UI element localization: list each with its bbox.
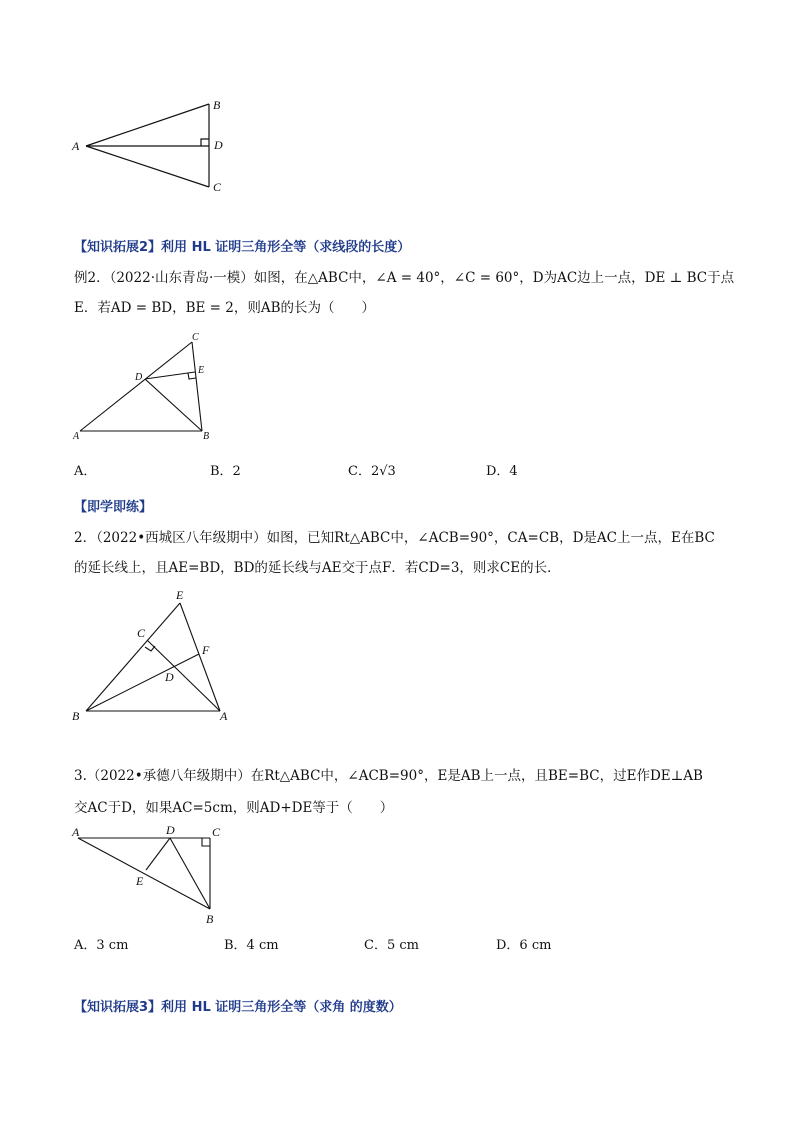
example2-line2: E．若AD = BD，BE = 2，则AB的长为（ ） <box>74 300 375 316</box>
fig4-label-d: D <box>166 823 175 837</box>
section-heading-knowledge-2: 【知识拓展2】利用 HL 证明三角形全等（求线段的长度） <box>74 240 411 255</box>
fig4-label-a: A <box>72 825 80 839</box>
fig3-label-e: E <box>176 588 184 602</box>
fig1-label-b: B <box>213 98 221 112</box>
fig1-label-c: C <box>213 180 222 194</box>
example2-option-c: C．2√3 <box>348 464 396 479</box>
fig3-label-a: A <box>220 709 228 723</box>
fig4-label-c: C <box>212 825 221 839</box>
fig3-label-b: B <box>72 709 80 723</box>
fig3-label-d: D <box>165 670 174 684</box>
question3-option-d: D．6 cm <box>496 938 552 953</box>
fig2-label-b: B <box>203 431 210 442</box>
question3-option-a: A．3 cm <box>74 938 129 953</box>
example2-option-a: A． <box>74 464 97 479</box>
fig2-label-d: D <box>135 372 143 383</box>
fig2-label-e: E <box>198 365 205 376</box>
section-heading-practice: 【即学即练】 <box>74 500 153 515</box>
fig2-label-c: C <box>192 332 199 343</box>
question2-line1: 2．（2022•西城区八年级期中）如图，已知Rt△ABC中，∠ACB=90°，CA=CB，D是AC上一点，E在BC <box>74 530 715 546</box>
fig3-label-f: F <box>202 643 210 657</box>
fig4-label-b: B <box>206 912 214 926</box>
question2-line2: 的延长线上，且AE=BD，BD的延长线与AE交于点F．若CD=3，则求CE的长． <box>74 560 561 576</box>
fig2-label-a: A <box>73 431 80 442</box>
question3-option-c: C．5 cm <box>364 938 419 953</box>
question3-option-b: B．4 cm <box>224 938 279 953</box>
fig1-label-a: A <box>72 139 80 153</box>
fig4-label-e: E <box>136 874 144 888</box>
example2-option-b: B．2 <box>210 464 241 479</box>
example2-option-d: D．4 <box>486 464 518 479</box>
question3-line1: 3.（2022•承德八年级期中）在Rt△ABC中，∠ACB=90°，E是AB上一点，且BE=BC，过E作DE⊥AB <box>74 768 703 784</box>
example2-line1: 例2．（2022·山东青岛·一模）如图，在△ABC中，∠A = 40°，∠C = 60°，D为AC边上一点，DE ⊥ BC于点 <box>74 270 735 286</box>
fig1-label-d: D <box>214 138 223 152</box>
fig3-label-c: C <box>137 626 146 640</box>
question3-line2: 交AC于D，如果AC=5cm，则AD+DE等于（ ） <box>74 800 394 816</box>
section-heading-knowledge-3: 【知识拓展3】利用 HL 证明三角形全等（求角 的度数） <box>74 1000 402 1015</box>
